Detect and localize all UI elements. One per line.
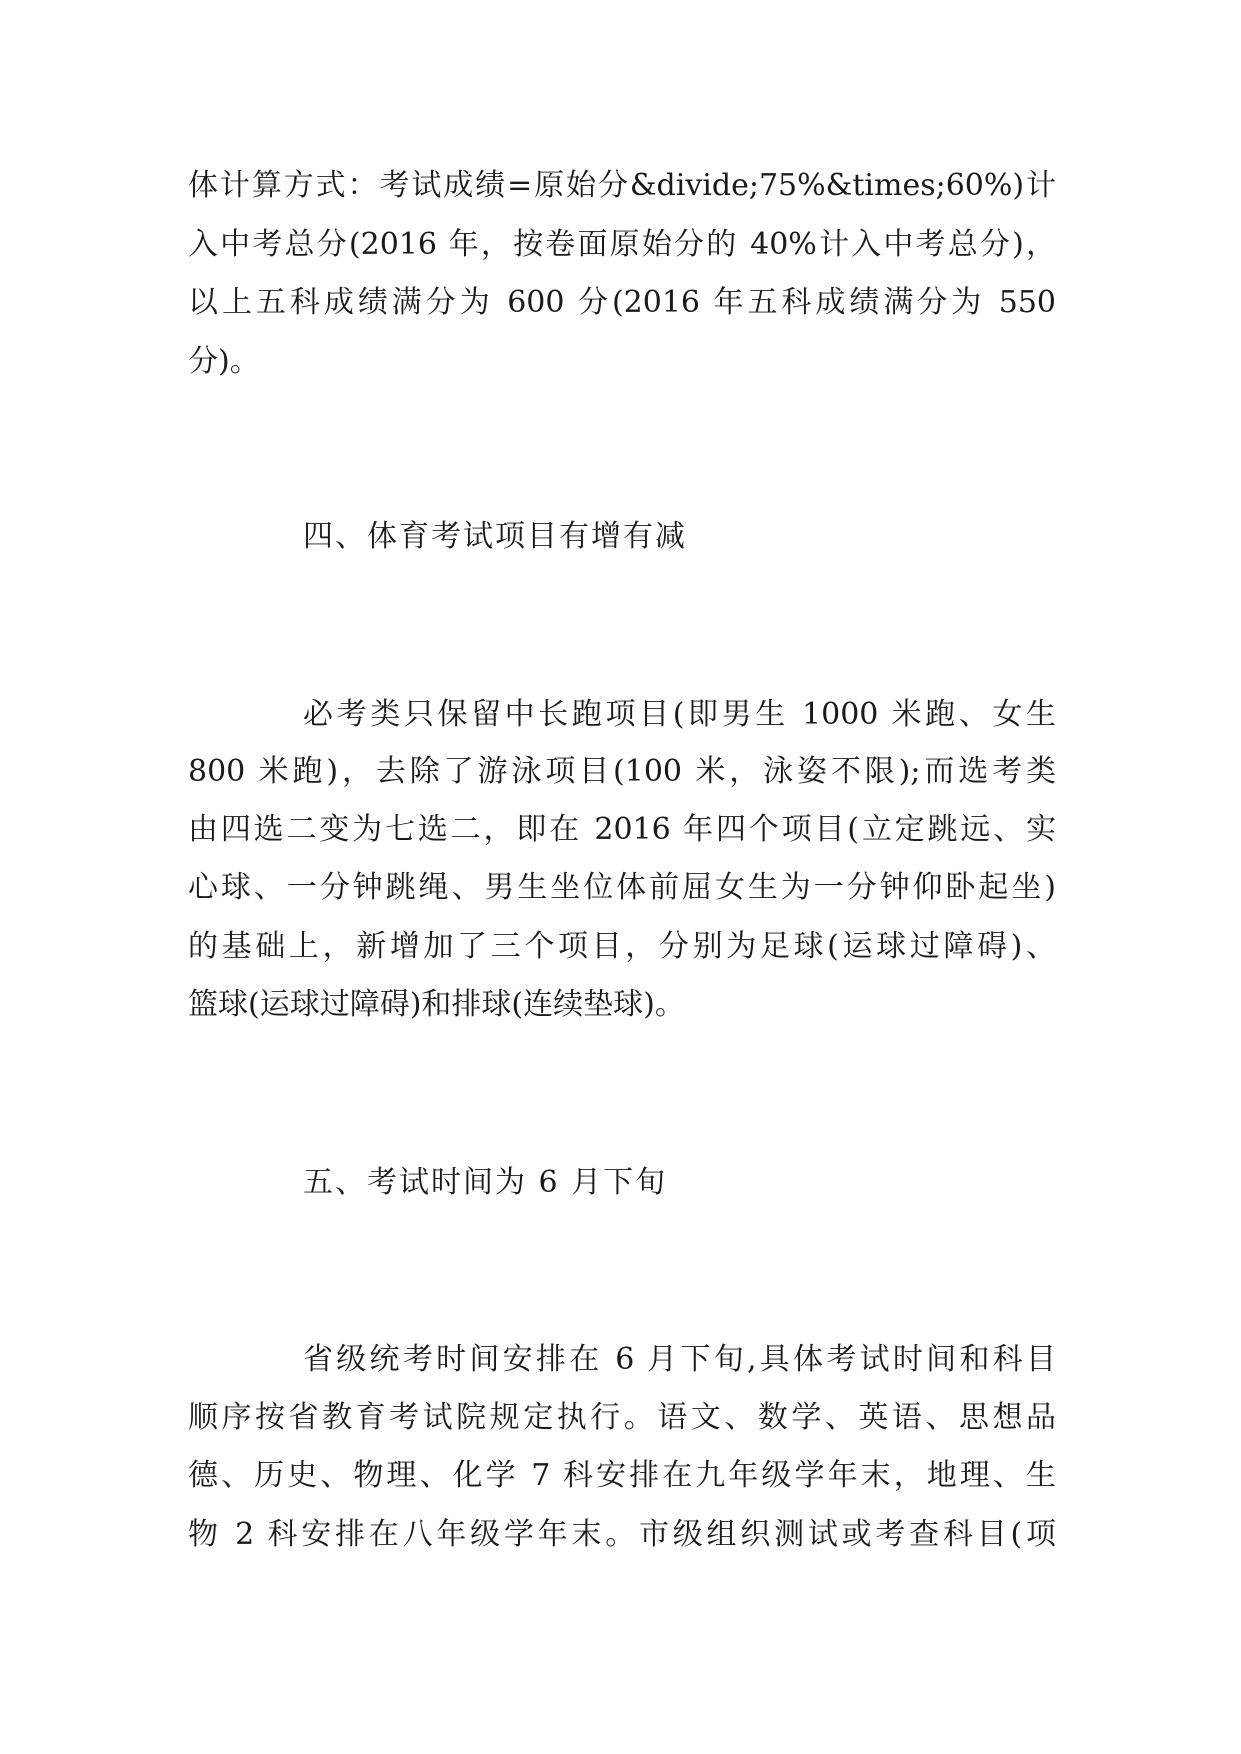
text-line: 篮球(运球过障碍)和排球(连续垫球)。 <box>188 987 685 1022</box>
text-line: 800 米跑)，去除了游泳项目(100 米，泳姿不限);而选考类 <box>188 754 1056 789</box>
section-heading-exam-time: 五、考试时间为 6 月下旬 <box>303 1165 668 1200</box>
text-line: 德、历史、物理、化学 7 科安排在九年级学年末，地理、生 <box>188 1458 1056 1493</box>
text-line: 由四选二变为七选二，即在 2016 年四个项目(立定跳远、实 <box>188 812 1056 847</box>
section-heading-pe-exam: 四、体育考试项目有增有减 <box>303 519 687 554</box>
text-line: 入中考总分(2016 年，按卷面原始分的 40%计入中考总分)， <box>188 227 1056 262</box>
text-line: 顺序按省教育考试院规定执行。语文、数学、英语、思想品 <box>188 1400 1056 1435</box>
text-line: 体计算方式：考试成绩=原始分&divide;75%&times;60%)计 <box>188 168 1056 203</box>
text-line: 分)。 <box>188 344 260 379</box>
text-line: 以上五科成绩满分为 600 分(2016 年五科成绩满分为 550 <box>188 285 1056 320</box>
text-line: 心球、一分钟跳绳、男生坐位体前屈女生为一分钟仰卧起坐) <box>188 870 1056 905</box>
text-line: 必考类只保留中长跑项目(即男生 1000 米跑、女生 <box>303 697 1056 732</box>
text-line: 的基础上，新增加了三个项目，分别为足球(运球过障碍)、 <box>188 929 1056 964</box>
text-line: 省级统考时间安排在 6 月下旬,具体考试时间和科目 <box>303 1342 1056 1377</box>
text-line: 物 2 科安排在八年级学年末。市级组织测试或考查科目(项 <box>188 1517 1056 1552</box>
